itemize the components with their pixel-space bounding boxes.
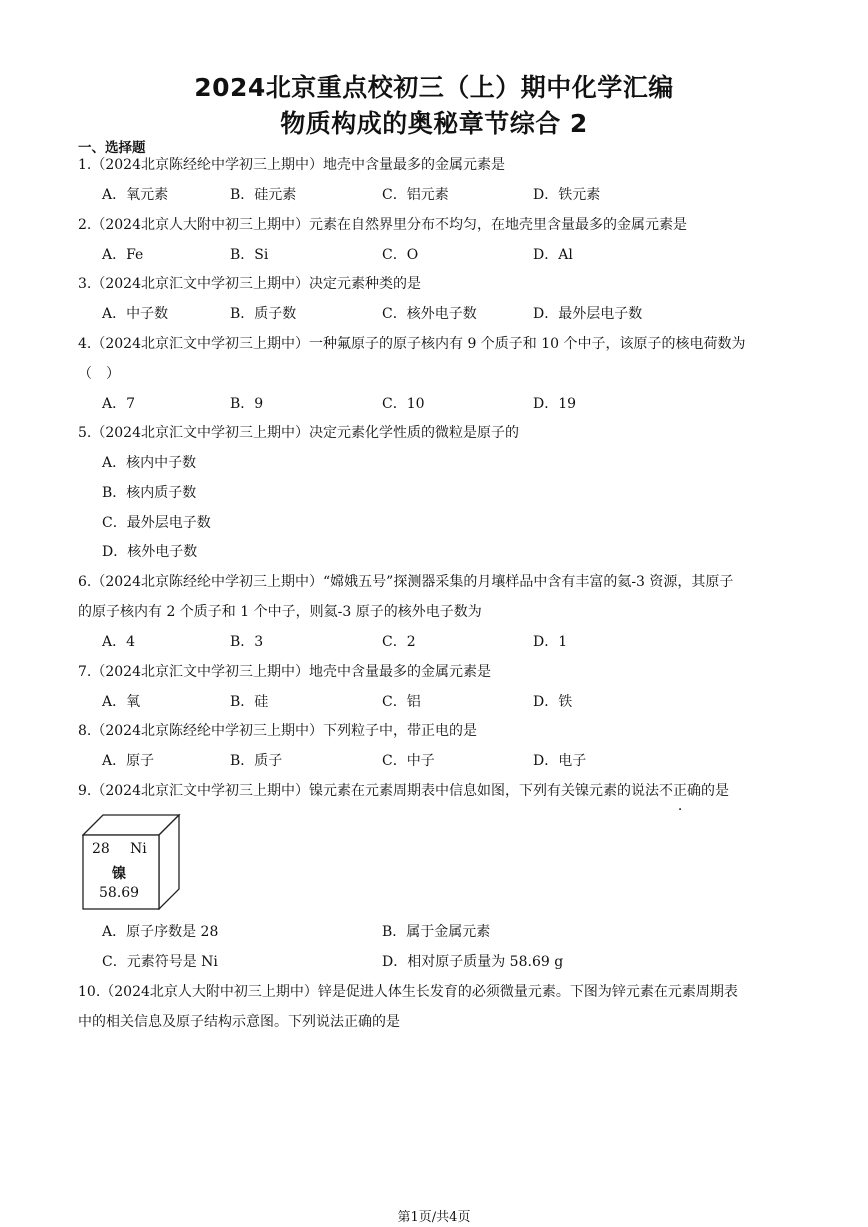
emphasis-text: 不正确 (659, 783, 701, 799)
question-4-blank: （ ） (78, 366, 120, 382)
option-d[interactable]: D．铁 (533, 694, 573, 710)
option-d[interactable]: D．最外层电子数 (533, 306, 643, 322)
option-c[interactable]: C．中子 (382, 753, 435, 769)
question-9-options-row1 (102, 917, 802, 947)
option-d[interactable]: D．19 (533, 396, 577, 412)
section-heading: 一、选择题 (78, 140, 146, 156)
option-b[interactable]: B．硅 (230, 694, 269, 710)
atomic-number: 28 (92, 841, 110, 857)
option-c[interactable]: C．O (382, 247, 419, 263)
option-b[interactable]: B．9 (230, 396, 264, 412)
option-a[interactable]: A．氧元素 (102, 187, 169, 203)
page-subtitle: 物质构成的奥秘章节综合 2 (280, 109, 588, 138)
option-d[interactable]: D．1 (533, 634, 568, 650)
option-c[interactable]: C．铝元素 (382, 187, 449, 203)
atomic-mass: 58.69 (99, 885, 140, 901)
option-d[interactable]: D．核外电子数 (102, 544, 198, 560)
question-7: 7.（2024北京汇文中学初三上期中）地壳中含量最多的金属元素是 (78, 664, 491, 680)
option-c[interactable]: C．核外电子数 (382, 306, 477, 322)
option-a[interactable]: A．原子序数是 28 (102, 924, 219, 940)
question-2: 2.（2024北京人大附中初三上期中）元素在自然界里分布不均匀，在地壳里含量最多的金属元素是 (78, 217, 687, 233)
element-symbol: Ni (130, 841, 147, 857)
option-a[interactable]: A．核内中子数 (102, 455, 197, 471)
option-d[interactable]: D．铁元素 (533, 187, 601, 203)
option-d[interactable]: D．电子 (533, 753, 587, 769)
question-7-options (102, 687, 802, 717)
question-10: 10.（2024北京人大附中初三上期中）锌是促进人体生长发育的必须微量元素。下图为锌元素在元素周期表 (78, 984, 738, 1000)
option-b[interactable]: B．质子 (230, 753, 283, 769)
question-1: 1.（2024北京陈经纶中学初三上期中）地壳中含量最多的金属元素是 (78, 157, 505, 173)
question-4: 4.（2024北京汇文中学初三上期中）一种氟原子的原子核内有 9 个质子和 10 个中子，该原子的核电荷数为 (78, 336, 746, 352)
question-3-options (102, 299, 802, 329)
option-c[interactable]: C．元素符号是 Ni (102, 954, 218, 970)
option-b[interactable]: B．属于金属元素 (382, 924, 491, 940)
option-c[interactable]: C．铝 (382, 694, 421, 710)
option-a[interactable]: A．4 (102, 634, 136, 650)
option-b[interactable]: B．Si (230, 247, 269, 263)
question-2-options (102, 240, 802, 270)
option-a[interactable]: A．中子数 (102, 306, 169, 322)
option-c[interactable]: C．最外层电子数 (102, 515, 211, 531)
question-6: 6.（2024北京陈经纶中学初三上期中）“嫦娥五号”探测器采集的月壤样品中含有丰富的氦-3 资源，其原子 (78, 574, 734, 590)
element-card-nickel (82, 814, 182, 910)
question-6-options (102, 627, 802, 657)
option-b[interactable]: B．3 (230, 634, 264, 650)
question-5: 5.（2024北京汇文中学初三上期中）决定元素化学性质的微粒是原子的 (78, 425, 519, 441)
page-title: 2024北京重点校初三（上）期中化学汇编 (194, 73, 674, 102)
question-9-options-row2 (102, 947, 802, 977)
question-4-options (102, 389, 802, 419)
question-3: 3.（2024北京汇文中学初三上期中）决定元素种类的是 (78, 276, 421, 292)
option-a[interactable]: A．7 (102, 396, 136, 412)
option-a[interactable]: A．Fe (102, 247, 144, 263)
element-name: 镍 (112, 866, 126, 882)
question-10-line2: 中的相关信息及原子结构示意图。下列说法正确的是 (78, 1014, 400, 1030)
option-c[interactable]: C．2 (382, 634, 416, 650)
question-8: 8.（2024北京陈经纶中学初三上期中）下列粒子中，带正电的是 (78, 723, 477, 739)
question-8-options (102, 746, 802, 776)
option-d[interactable]: D．Al (533, 247, 573, 263)
option-c[interactable]: C．10 (382, 396, 425, 412)
option-b[interactable]: B．质子数 (230, 306, 297, 322)
option-d[interactable]: D．相对原子质量为 58.69 g (382, 954, 564, 970)
question-9: 9.（2024北京汇文中学初三上期中）镍元素在元素周期表中信息如图，下列有关镍元素的说法不正确的是 (78, 783, 729, 799)
question-1-options (102, 180, 802, 210)
question-6-line2: 的原子核内有 2 个质子和 1 个中子，则氦-3 原子的核外电子数为 (78, 604, 482, 620)
option-a[interactable]: A．氧 (102, 694, 141, 710)
option-b[interactable]: B．核内质子数 (102, 485, 197, 501)
page-footer: 第1页/共4页 (397, 1210, 471, 1225)
option-a[interactable]: A．原子 (102, 753, 155, 769)
option-b[interactable]: B．硅元素 (230, 187, 297, 203)
